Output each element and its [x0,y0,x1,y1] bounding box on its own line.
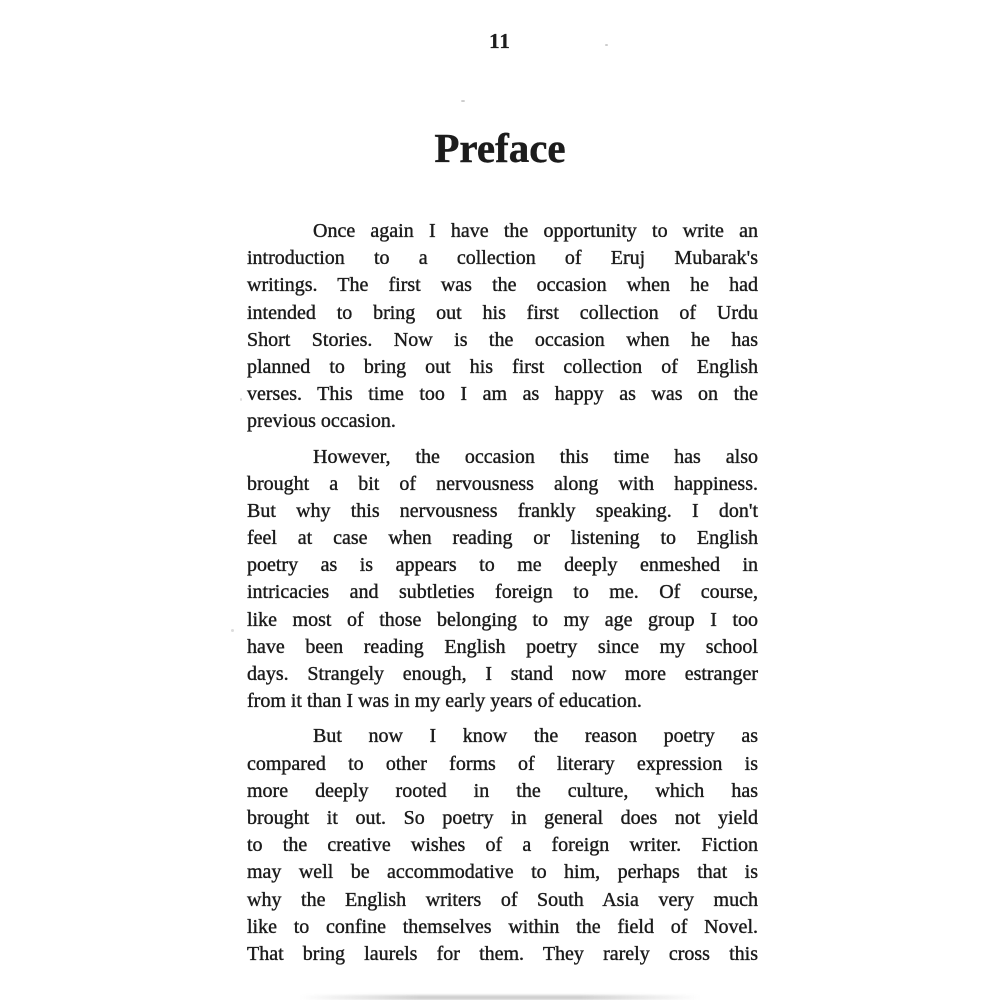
text-line: days. Strangely enough, I stand now more estranger [247,663,758,685]
paragraph [247,218,758,436]
text-line: may well be accommodative to him, perhaps that is [247,861,758,884]
text-line: introduction to a collection of Eruj Mubarak's [247,247,758,270]
text-line: to the creative wishes of a foreign writer. Fiction [247,834,758,857]
paragraph [247,723,758,968]
text-line: like to confine themselves within the field of Novel. [247,915,758,938]
scan-speck [231,629,234,632]
paragraph [247,444,758,716]
text-line: brought it out. So poetry in general does not yield [247,806,758,829]
text-line: writings. The first was the occasion when he had [247,274,758,297]
text-line: feel at case when reading or listening to English [247,527,758,550]
text-line: Once again I have the opportunity to write an [313,220,758,242]
text-line: brought a bit of nervousness along with happiness. [247,472,758,495]
scan-edge-shadow [300,995,700,1000]
page-title: Preface [434,125,566,171]
page-number: 11 [489,29,511,53]
text-line: intricacies and subtleties foreign to me. Of course, [247,581,758,604]
text-line: from it than I was in my early years of education. [247,690,642,713]
text-line: have been reading English poetry since my school [247,635,758,658]
text-line: like most of those belonging to my age group I too [247,608,758,631]
text-line: But now I know the reason poetry as [313,725,758,748]
scan-speck [461,100,465,102]
text-line: However, the occasion this time has also [313,445,758,468]
preface-body [247,218,758,968]
text-line: Short Stories. Now is the occasion when he has [247,328,758,351]
text-line: That bring laurels for them. They rarely cross this [247,942,758,965]
text-line: intended to bring out his first collection of Urdu [247,301,758,324]
text-line: why the English writers of South Asia very much [247,888,758,911]
text-line: compared to other forms of literary expression is [247,752,758,775]
scan-speck [605,44,608,46]
scan-speck [240,398,242,401]
text-line: poetry as is appears to me deeply enmeshed in [247,554,758,577]
text-line: previous occasion. [247,410,396,433]
text-line: planned to bring out his first collection of English [247,355,758,378]
text-line: But why this nervousness frankly speaking. I don't [247,499,758,522]
text-line: more deeply rooted in the culture, which has [247,779,758,802]
text-line: verses. This time too I am as happy as was on the [247,383,758,406]
